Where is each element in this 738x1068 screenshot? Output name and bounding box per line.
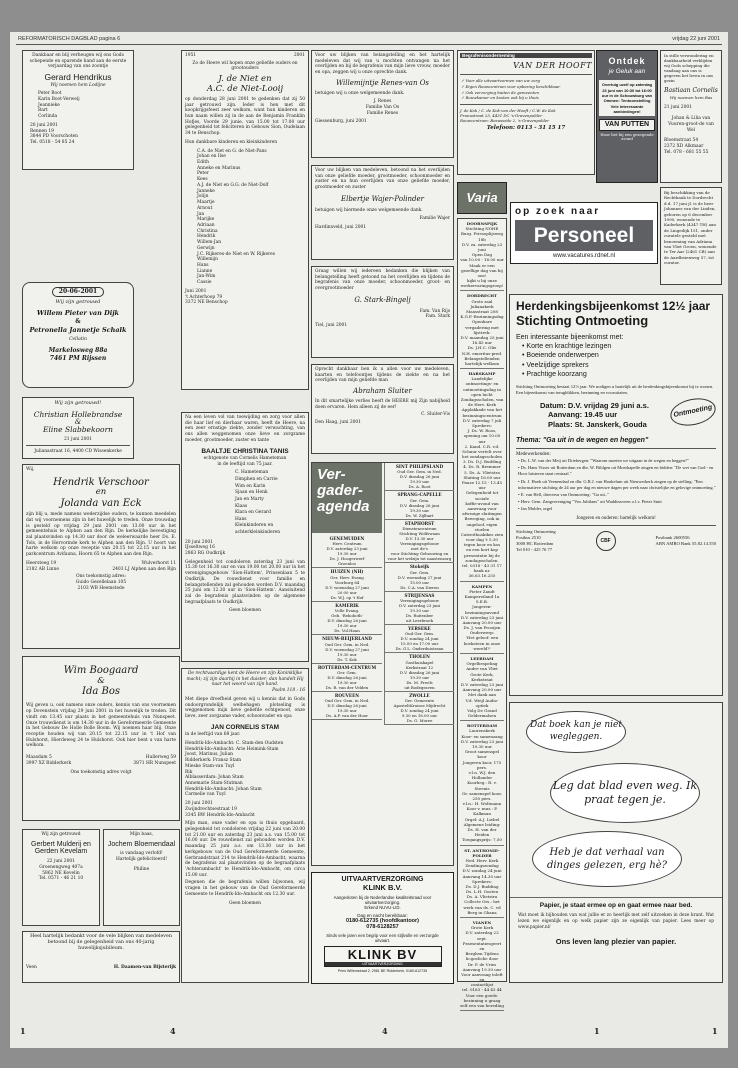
ann-date: 20 juni 2001 IJsseltweg 16 2863 RG Oudkrijk xyxy=(185,539,226,556)
agenda-entry-body: Oud Ger. Gem. D.V. zondag 24 juni 15.00 en 17.00 uur Ds. G.L. Onderduistraan xyxy=(395,631,444,652)
anniversary-announcement-deniet xyxy=(181,50,309,390)
thanks-announcement-renes xyxy=(311,50,454,158)
ad-bullet: • Korte en krachtige lezingen xyxy=(522,342,612,350)
agenda-entry-body: Gasthuiskapel Kerkstraat 12 D.V. dinsdag 26 juni 19.30 uur Ds. M. Preels uit Bodegraven xyxy=(399,659,440,690)
ad-banner: Begrafenisonderneming xyxy=(460,53,592,58)
thanks-announcement-sluiter xyxy=(311,364,454,454)
ad-start-line: Aanvang: 19.45 uur xyxy=(548,410,618,420)
wedding-announcement-verschoor xyxy=(22,464,180,649)
address-left: Heersteeg 19 2182 AB Linne xyxy=(26,560,59,572)
speaker-item: • Dr. J. Hoek uit Veenendaal en dhr. G.R.J. van Houkelum uit Nieuwerkerk zingen op de stelling: "Een informatieve stichting de 24 uur per dag en nieuwe dagen per week naar christelijke en gelovige ontmoeting." xyxy=(518,478,716,490)
varia-entry-title: LEERDAM xyxy=(470,656,494,661)
ann-address: Groenengweg 407a 5862 NE Kevelin Tel. 0571 - 46 21 10 xyxy=(38,864,84,882)
varia-entry-body: Ned. Herv. Kerk Zendingszondag D.V. zondag 24 juni Aanvang 14.30 uur Sprekers: Ds. D.J. Budding Ds. L.H. Oosten Ds. A. Vlietstra Collecte Ors.: het werk van ds. C. vd Berg in Ghana xyxy=(462,857,502,915)
ad-title-1: UITVAARTVERZORGING xyxy=(341,876,424,883)
agenda-entry xyxy=(312,568,382,601)
ad-paragraph: Stichting Ontmoeting bestaat 12½ jaar. We nodigen u hartelijk uit de herdenkingsbijeenkomst bij te wonen. Een bijeenkomst van terugblikken, bezinning en vooruitzien. xyxy=(516,383,714,395)
ad-text: Aangesloten bij de Nederlandse kwaliteitsraad voor uitvaartverzorging. Erkend NUVU-LID. xyxy=(333,895,432,910)
speaker-item: • Ds. L.W. van der Meij uit Driebergen: "Waarom moeten we uitgaan in de wegen en heggen?" xyxy=(518,458,689,464)
agenda-entry-body: Oud Ger. Gem. in Ned. D.V. woensdag 27 juni 19.30 uur Ds. T. Kok xyxy=(324,641,370,662)
thanks-announcement-polinder xyxy=(311,165,454,260)
agenda-title-1: Ver- xyxy=(317,466,346,483)
newspaper-page xyxy=(10,32,728,1048)
city: 7461 PM Rijssen xyxy=(49,354,107,362)
obituary-stam xyxy=(181,668,309,983)
ann-address: Julianastraat 16, 4400 CD Wissenkerke xyxy=(34,449,122,455)
agenda-left-column xyxy=(312,535,382,720)
wedding-announcement-vandijk xyxy=(22,282,134,388)
ad-intro: Een interessante bijeenkomst met: xyxy=(516,333,624,341)
varia-entry-title: HARSKAMP xyxy=(468,371,496,377)
ann-date: 20 juni 2001 xyxy=(30,122,58,128)
ann-footer: Geen bloemen xyxy=(229,608,261,614)
contact-right: Postbank 2600556 ABN AMRO Bank 55.82.14.550 xyxy=(655,535,716,547)
ad-brand: VAN DER HOOFT xyxy=(513,61,592,70)
ann-text: Na een leven vol van toewijding en zorg voor allen die haar lief en dierbaar waren, heeft de Heere, na een zeer ernstige ziekte, zonder verwachting, van ons allen weggenomen onze lieve en zorgzame moeder, grootmoeder, zuster en tante xyxy=(185,415,305,443)
cbf-seal xyxy=(596,531,616,551)
ad-bullets xyxy=(516,342,716,380)
court-notice xyxy=(660,187,722,285)
speech-bubble-2 xyxy=(550,763,700,823)
varia-entry xyxy=(460,293,504,369)
deceased-name: G. Stark-Bingelj xyxy=(354,295,411,304)
agenda-entry-title: ZWOLLE xyxy=(409,692,430,698)
groom-name: Christian Hollebrandse xyxy=(33,409,123,419)
ann-text3: Degenen die de begrafenis willen bijwonen, wij vragen in het gebouw van de Oud Gereformeerde Gemeente te Hendrik-Ido-Ambacht om 12.30 uur. xyxy=(185,880,305,897)
ad-top-text: op zoek naar xyxy=(515,206,601,217)
bride-name: Ida Bos xyxy=(82,685,120,697)
agenda-entry-title: ROTTERDAM-CENTRUM xyxy=(317,664,377,670)
couple-name: Gerbert Mulderij en Gerden Kevelam xyxy=(31,840,91,856)
ad-text: Wat moet ik bijhouden van wat jullie er zo heerlijk met zelf uitzoeken in deze krant. Wat lezen we eigenlijk en op welk papier zijn ze eigenlijk van papier. Lees meer op www.papier.nl/ xyxy=(518,913,714,930)
notice-text: Bij beschikking van de Rechtbank te Dordrecht d.d. 17 juni jl. is de heer Johannes van der Linden, geboren op 6 december 1990, wonende te Kaderkerk (4347 TH) aan de Lingedijk 151, onder curatele gesteld met benoeming van Adriana van Vliet Groen, wonende te Ter Aar (2461 CB) aan de Aardbeienweg 57, tot curator. xyxy=(664,190,717,266)
en-word: en xyxy=(95,487,107,498)
ad-bullets xyxy=(460,78,592,101)
varia-entry-body: Stichting NOHE Burg. Friesoplijsweg 18b D.V. za. zaterdag 23 juni Open Dag van 10.00 - 16.00 uur Maak er een gezellige dag van bij ons! kijkt u bij onze werkervaringsgroep! xyxy=(460,226,504,289)
ann-text: Wij geven u, ook namens onze ouders, kennis van ons voornemen op Dovenstein vrijdag 29 juni 2001 in het huwelijk te treden. Dit vindt om 13.45 uur plaats in het gemeentehuis van Nunspeet. Onze trouwdienst is om 14.30 uur in de Gereformeerde Gemeente in het Gebouw De Holle Bolle Boom. Wij noemen haar blij. Onze receptie houden wij van 20.15 tot 22.15 uur in 't Hof van Hulshorst, Hierdeweg 24 te Hulshorst. Ook hier bent u van harte welkom. xyxy=(26,703,176,749)
varia-entry-title: KAMPEN xyxy=(471,583,493,589)
thanks-announcement-daamen xyxy=(22,931,180,983)
agenda-entry-body: Dienstencentrum Stichting Wolfswaan D.V. 13.30 uur Verenigingsgebouw met de's voor Stichting Gebouwing en voor het welzijn tot naastenzorg xyxy=(387,526,452,562)
ann-sub: betuigen wij u onze welgemeende dank. xyxy=(315,90,405,96)
future-address: Ons toekomstig adres volgt xyxy=(70,769,132,775)
parents: Peter Boot Karin Boot-Verweij Jeannieke Bart Corlinda xyxy=(38,91,80,120)
ad-phone-2: 078-6128257 xyxy=(366,924,399,930)
parents: Johan & Lilia van Vuuren-groot-de van Wel xyxy=(668,116,714,133)
agenda-entry-body: Ger. Herv. Evang Voorburg 64 D.V. woensdag 27 juni 20.00 uur Ds. W.J. op 't Hof xyxy=(325,574,369,600)
ad-tagline: Hoor het bij een gezegende avond xyxy=(600,131,654,142)
agenda-entry-title: SPRANG-CAPELLE xyxy=(397,492,442,498)
ampersand: & xyxy=(97,675,105,686)
ann-text: Heel hartelijk bedankt voor de vele blijken van medeleven betoond bij de gelegenheid van ons 40-jarig huwelijksjubileum. xyxy=(30,934,172,952)
papier-ad xyxy=(509,702,723,983)
deceased-name: Abraham Sluiter xyxy=(353,387,412,396)
ann-signature: Fam. Van Rijs Fam. Stark xyxy=(419,308,450,320)
ad-body: Overtuig uzelf op zaterdag 23 juni van 10:30 tot 16:00 uur in de Schouwburg van Ommen: Tentoonstelling Vele Interessante aanbiedingen! xyxy=(599,80,655,116)
agenda-entry-body: Oud Ger. Gem. in Ned. D.V. dinsdag 26 juni 19.30 uur Ds. A. Root xyxy=(397,469,442,490)
ann-signature: H. Daamen-van Bijsterijk xyxy=(113,964,176,970)
ad-headline-1: Ontdek xyxy=(608,56,646,66)
ann-footer: Juni 2001 't Achterhoop 79 3372 NE Benschop xyxy=(185,288,228,306)
ann-date: 21 juni 2001 xyxy=(64,436,92,442)
varia-entry xyxy=(460,723,504,845)
ann-place: Veen xyxy=(26,964,37,970)
meeting-agenda xyxy=(311,462,454,866)
groom-name: Hendrik Verschoor xyxy=(53,476,149,488)
ann-text: Dankbaar en blij verheugen wij ons Gods schepende en sparende hand aan de eerste verjaardag van ons zoontje xyxy=(29,53,127,70)
address-right: Wulverhorst 11 2403 LJ Alphen aan den Rijn xyxy=(112,560,176,572)
ann-intro: Wij zijn getrouwd xyxy=(55,298,101,305)
verse-ref: Psalm 118 : 16 xyxy=(272,688,305,694)
deceased-name: JAN CORNELIS STAM xyxy=(210,723,280,731)
varia-entry-body: Pieter Zandt Kampereiland 1a S.E.B. Jongeren- bezinningsavond D.V. zaterdag 23 juni Aanvang 20.00 uur Ds. J. van Prooijen Onderwerp: 'Het geloof: een hoeksteen in onze wereld?' xyxy=(460,588,504,651)
ad-bullet: ✓ Voor alle uitvaartvormen van uw zorg xyxy=(461,78,540,84)
ann-sub: Cellatin xyxy=(69,336,87,342)
family-list: C.A. de Niet en G. de Niet-Pans Johan en Ilse Edith Anneke en Marinus Peter Kees A.J. de Niet en G.G. de Niet-Dolf Janneke Jolijn Maartje Arnout Jan Marijke Adriaan Christina Hendrik Willem-Jan Gerwijn J.C. Rijkeres-de Niet en W. Rijkeres Willemijn Hans Lianne Jan-Wim Cassie xyxy=(197,148,276,286)
birth-announcement-bastiaan xyxy=(660,50,722,183)
ampersand: & xyxy=(74,417,82,426)
agenda-entry-title: ROUVEEN xyxy=(334,692,360,698)
ann-place: Hardinxveld, juni 2001 xyxy=(315,225,367,230)
agenda-entry xyxy=(385,491,454,519)
thanks-announcement-stark xyxy=(311,266,454,358)
ad-speakers-head: Medewerkenden: xyxy=(516,451,551,457)
ann-date: 22 juni 2001 xyxy=(47,859,75,865)
ann-place: Giessenburg, juni 2001 xyxy=(315,119,367,125)
varia-entry-title: ROTTERDAM xyxy=(467,723,497,729)
ad-headline: Papier, je staat ermee op en gaat ermee naar bed. xyxy=(539,902,693,909)
ann-date: 20 juni 2001 Zwijndrechtsestraat 19 3345 BW Hendrik-Ido-Ambacht xyxy=(185,801,255,818)
footer-mark: 4 xyxy=(170,1026,176,1036)
logo-text: Ontmoeting xyxy=(673,403,713,419)
groom-name: Willem Pieter van Dijk xyxy=(36,309,120,318)
ad-bullet: • Veelzijdige sprekers xyxy=(522,361,589,369)
klink-funeral-ad xyxy=(311,872,454,984)
agenda-entry xyxy=(312,635,382,663)
ann-text: Voor uw blijken van medeleven, betoond na het overlijden van onze geliefde moeder, grootmoeder, schoonmoeder en zuster en na hun overlijden van onze geliefde moeder, grootmoeder en zuster xyxy=(315,168,450,191)
varia-entry xyxy=(460,371,504,582)
ad-foot: Jongeren en ouderen: hartelijk welkom! xyxy=(576,515,656,521)
agenda-entry-title: YERSEKE xyxy=(408,625,431,631)
ann-intro: Wij, xyxy=(26,467,35,472)
deceased-name: BAALTJE CHRISTINA TANIS xyxy=(201,447,289,455)
ann-age: in de leeftijd van 68 jaar. xyxy=(185,732,241,738)
ann-place: Tiel, juni 2001 xyxy=(315,323,348,328)
agenda-entry-body: Ger. Gem. D.V. dinsdag 26 juni 19.30 uur Ds. W. Zijlbart xyxy=(399,497,440,518)
groom-name: Wim Boogaard xyxy=(63,665,139,676)
ad-text2: Sinds vele jaren een begrip voor een stijlvolle en verzorgde uitvaart. xyxy=(326,933,439,943)
ann-text: op donderdag 28 juni 2001 te gedenken dat zij 50 jaar getrouwd zijn. Ieder is hen met dit koopkrijgsfeest zeer welkom, want hun kinderen en hun naam willen zij in de aan de Benjamin Franklin Hofjes, Voorde 29 junie, van 15.00 tot 17.00 uur gelegenheid tot feliciteren in Gebouw Sion, Oudelaan 34 te Benschop. xyxy=(185,96,305,137)
child-name: Bastiaan Cornelis xyxy=(664,87,718,95)
ann-intro: Mijn baas, xyxy=(129,832,154,837)
ann-signature: J. Renes Familie Van Os Familie Renes xyxy=(365,99,400,116)
footer-mark: 1 xyxy=(712,1026,718,1036)
birth-announcement-gerard xyxy=(22,50,134,170)
bubble-text-3: Heb je dat verhaal van dinges gelezen, erg hè? xyxy=(546,847,668,871)
agenda-entry-title: STAPHORST xyxy=(404,520,435,526)
child-name: Gerard Hendrikus xyxy=(44,72,112,83)
varia-entry xyxy=(460,920,504,1011)
agenda-entry-title: HUIZEN (NH) xyxy=(330,569,364,575)
ad-bullet: ✓ Ook verzorging buiten de gemeenten xyxy=(461,89,540,95)
family-intro: Hun dankbare kinderen en kleinkinderen xyxy=(185,139,278,145)
speaker-item: • Ds. Hans Visser uit Rotterdam en dhr. W. Bildgen uit Moerkapelle zingen en bidden: "De wet van God - en Hoor luisteren staat centraal." xyxy=(518,465,714,477)
ad-address-2: Prunustraat 25, 4431 DC 's-Gravenpolder xyxy=(460,113,543,119)
ann-text: Graag willen wij iedereen bedanken die blijken van belangstelling heeft getoond na het overlijden en tijdens de begrafenis van onze moeder, schoonmoeder, groot- en overgrootmoeder xyxy=(315,269,450,292)
ann-date: 21 juni 2001 xyxy=(664,105,692,111)
speaker-item: • Herv. Gem. Zangvereniging "Vox Jubilans" uit Waddinxveen o.l.v. Pieter Smit xyxy=(518,498,662,504)
ann-intro: Wij zijn getrouwd! xyxy=(54,400,102,406)
ann-sub: Wij noemen hem Bas xyxy=(669,95,713,101)
husband-name: J. de Niet en xyxy=(218,74,272,85)
address-left: Maasdam 5 3997 XZ Ridderkerk xyxy=(26,755,72,766)
ad-main-text: Personeel xyxy=(533,224,635,247)
agenda-entry xyxy=(385,463,454,491)
ad-date-line: Datum: D.V. vrijdag 29 juni a.s. xyxy=(540,400,649,410)
varia-entry-body: Landelijke ontmoetings- en ontmoetingsdag in open lucht Zondagsscholen, van de Herv. Kerk Applakkade van het bezinningscentrum D.V. zaterdag 7 juli Sprekers: J. Ds. W. Roos, opening om 10.00 uur 2. Kand. C.R. v.d. Schuur vertelt over het zondagsscholen 3. Ds. D.J. Budding 4. Ds. R. Bremmer 5. Ds. A. Vlietstra Sluiting 16.00 uur Pauze 12.15 - 13.45 uur Gelegenheid tot sociale koffie-avond van aanvraag voor afwezige sluitingen Beweging, ook in ongeloof, eigen stoelen Cateeithoakikes zien voor dag 't 5.30 tegen koor en kos en een kort kop presentatie bij de zondagsscholen. tel. 0318 - 43 31 17 bank nr. 36.63.16.255 xyxy=(460,376,504,579)
speech-bubble-3 xyxy=(532,831,682,887)
contact-left: Stichting Ontmoeting Postbus 2510 3000 HC Rotterdam Tel 010 - 425 76 77 xyxy=(516,529,556,553)
bride-name: Jolanda van Eck xyxy=(60,497,142,509)
page-header-right: vrijdag 22 juni 2001 xyxy=(672,36,720,42)
speech-bubble-1 xyxy=(526,711,626,753)
person-name: Jochem Bloemendaal xyxy=(107,840,176,848)
ad-headline-2: je Geluk aan xyxy=(608,67,646,75)
ad-bullet: ✓ Eigen Rouwcentrum voor opbaring beschikbaar xyxy=(461,84,561,90)
ad-slogan: Ons leven lang plezier van papier. xyxy=(555,937,677,947)
ad-address-1: J. de Kok / C. de Kok-van der Hooft / C.W. de Kok xyxy=(460,108,556,114)
varia-entry xyxy=(460,584,504,654)
varia-entry-body: Grote Kerk D.V. zaterdag 23 sept. Praesentatiesgeert en Berghen Tijdens licgoeliche door Dr. P. de Vries Aanvang 19.30 uur Voor aanvraag toleft en contactlijst tel. 0183 - 44 43 44 Voor een goeds- bezinning u graag zelf een van bereding xyxy=(460,925,504,1008)
ann-verse: De rechtvaardige kent de Heere en zijn Koninklijke macht; zij zijn daarbij in het duister; dan handelt Hij naar het woord van zijn hand. xyxy=(186,671,304,688)
ann-intro: In stille verwondering en dankbaarheid verblijden wij Gods schepping die vandaag aan ons is gegeven het leven in ons gezin xyxy=(664,53,714,84)
varia-title-block xyxy=(457,182,507,214)
agenda-entry-body: Ger. Gem. D.V. dinsdag 26 juni 19.30 uur Ds. R. van der Velden xyxy=(325,669,369,690)
agenda-entry-title: THOLEN xyxy=(409,654,430,660)
ann-text: Voor uw blijken van belangstelling en het hartelijk medeleven dat wij van u mochten ontvangen na het overlijden en bij de begrafenis van mijn lieve vrouw, moeder en opa, zeggen wij u onze oprechte dank. xyxy=(315,53,450,76)
bubble-text-2: Leg dat blad even weg. Ik praat tegen je. xyxy=(552,778,698,806)
header-rule xyxy=(16,44,722,45)
ad-phone: Telefoon: 0113 - 31 15 17 xyxy=(486,125,566,132)
varia-entry-body: Grote zaal Julianakerk Maasstraat 208 K.G.F.-Bezinningsdag Openbare vergadering met lijsttrek: D.V. maandag 25 juni 16.45 uur Ds. J.H.C. Olie N.H. emeritus-pred. Belangstellenden hartelijk welkom xyxy=(460,298,504,366)
ad-address-3: Rouwcentrum: Bosweeide 2, 's-Gravenpolder xyxy=(460,118,550,124)
congrats-announcement-jochem xyxy=(103,829,180,926)
agenda-entry-body: Oud Ger. Gem. in Ned. D.V. dinsdag 26 juni 19.30 uur Ds. A.P. van der Hoor xyxy=(324,698,370,719)
speaker-item: • E. van Hell, directeur van Ontmoeting: "Ga uit.." xyxy=(518,491,609,497)
agenda-entry-title: KAMERIK xyxy=(335,602,359,608)
deceased-name: Elbertje Wajer-Polinder xyxy=(340,194,425,203)
ann-text: Oprecht dankbaar ben ik u allen voor uw medeleven, kaarten en telefoontjes tijdens de ziekte en na het overlijden van mijn geliefde man xyxy=(315,367,450,384)
ann-text: is vandaag verlofd! Hartelijk gefeliciteerd! xyxy=(115,851,168,863)
ann-text2: Mijn man, onze vader en opa is thuis opgebaard, gelegenheid tot condoleren vrijdag 22 juni van 20.00 tot 21.00 uur en zaterdag 23 juni a.s. van 15.00 tot 16.00 uur. De rouwdienst zal gehouden worden D.V. maandag 25 juni a.s. om 13.30 uur in het kerkgebouw van de Oud Gereformeerde Gemeente, Gerbrandstraat 214 te Hendrik-Ido-Ambacht, waarna de begrafenis zal plaatsvinden op de begraafplaats 'Achterambacht' te Hendrik-Ido-Ambacht, om circa 15.00 uur. xyxy=(185,821,305,878)
varia-entry-body: Laurenskerk Koor- en samenzang D.V. zaterdag 23 juni 19.30 uur Groot samenspel koor Jongeren koor, 175 pers. v.l.n. W.J. den Hollander Koorbeg.: R. v. Steenis Gr. samenspel koor, 250 pers. v.l.n.: H. Woltmann Koor v. muz.: P. Kalkman Orgel: A.J. Liebel Algemene leiding: Ds. H. van der Heiden Toegangsprijs: 7,50 xyxy=(460,728,504,843)
ampersand: & xyxy=(75,317,81,325)
agenda-entry-title: GENEMUIDEN xyxy=(329,536,365,541)
personeel-ad xyxy=(510,202,658,264)
agenda-entry xyxy=(312,664,382,692)
deceased-name: Willemijntje Renes-van Os xyxy=(335,78,430,87)
agenda-entry xyxy=(385,692,454,725)
varia-entry-title: VIANEN xyxy=(472,920,492,925)
footer-mark: 4 xyxy=(382,1026,388,1036)
agenda-entry xyxy=(385,520,454,563)
varia-entries xyxy=(457,218,507,1008)
ann-sub: betuigen wij hiermede onze welgemeende dank. xyxy=(315,207,423,213)
agenda-entry xyxy=(385,653,454,691)
ann-footer: Geen bloemen xyxy=(229,900,261,906)
ann-address: Bloemstraat 54 2372 XD Alkmaar Tel. 078 - 681 55 55 xyxy=(664,138,709,155)
wedding-announcement-boogaard xyxy=(22,656,180,821)
agenda-entry xyxy=(385,625,454,653)
agenda-entry xyxy=(312,602,382,635)
ann-text2: In dit smartelijke verlies heeft de HEERE mij Zijn nabijheid doen ervaren. Hem alleen zij de eer! xyxy=(315,398,450,410)
ad-heading-1: Herdenkingsbijeenkomst 12½ jaar xyxy=(516,299,711,313)
agenda-entry xyxy=(385,592,454,625)
funeral-ad-vanderhooft xyxy=(457,50,595,175)
bubble-text-1: Dat boek kan je niet wegleggen. xyxy=(530,720,622,742)
agenda-entry xyxy=(312,692,382,720)
ad-brand: VAN PUTTEN xyxy=(599,119,655,130)
agenda-entry-body: Verenigingsgebouw D.V. zaterdag 23 juni 19.30 uur Ds. Ruitenber uit Leerbroek xyxy=(398,597,441,623)
footer-mark: 1 xyxy=(594,1026,600,1036)
future-address: Ons toekomstig adres: Guido Gezellelaan 105 2103 WB Heemstede xyxy=(75,574,127,591)
ad-speakers xyxy=(516,458,716,512)
varia-entry xyxy=(460,848,504,918)
ann-text: Met diepe droefheid geven wij u kennis dat in Gods ondoorgrondelijk welbehagen plotseling is weggenomen mijn lieve geliefde echtgenoot, onze lieve, zeer zorgzame vader, schoonvader en opa xyxy=(185,696,305,720)
ann-sub: Wij noemen hem Lodijne xyxy=(50,82,106,88)
year-right: 2001 xyxy=(293,53,305,58)
agenda-entry-title: STRIJENSAS xyxy=(404,592,435,598)
logo-sub: UITVAARTVERZORGING xyxy=(325,962,441,966)
date-badge: 20-06-2001 xyxy=(52,287,104,297)
ann-signature: Philine xyxy=(133,866,150,872)
ad-phone-1: 0180-612735 (hoofdkantoor) xyxy=(345,918,420,924)
vanputten-ad xyxy=(596,50,658,183)
ann-place: Den Haag, juni 2001 xyxy=(315,420,361,425)
ann-address: Rennen 19 3844 PD Voorschoten Tel. 0518 - 54 85 24 xyxy=(30,128,78,145)
ann-age: in de leeftijd van 75 jaar. xyxy=(217,461,273,467)
family-list: C. Hameteman Dimphen en Carrie Wim en Karin Sjaan en Henk Jan en Marty Klaas Klara en Gerard Hans Kleinkinderen en achterkleinkinderen xyxy=(235,470,281,535)
ad-place-line: Plaats: St. Janskerk, Gouda xyxy=(548,420,647,430)
ann-signature: Familie Wajer xyxy=(419,216,450,222)
agenda-entry-body: Herv. Centrum D.V. zaterdag 23 juni 19.30 uur Ds. J. Hoogerwerf Groenloo xyxy=(326,541,368,567)
varia-entry-title: ST. ANTHONIE-POLDER xyxy=(464,847,500,858)
varia-entry xyxy=(460,221,504,291)
footer-mark: 1 xyxy=(20,1026,26,1036)
ad-phone-intro: Dag en nacht bereikbaar: xyxy=(357,913,408,918)
klink-logo xyxy=(324,946,442,967)
varia-entry-body: Orgelbespeling Andre van Vliet Grote Kerk, Kerkstraat D.V. zaterdag 23 juni Aanvang 20.00 uur Met dank aan V.d. Weijl Audio-optiek Volg De Grand Geldermalsen xyxy=(460,661,504,719)
speaker-item: • Jan Mulder, orgel xyxy=(518,505,553,511)
address-right: Hullerweg 59 3871 HR Nunspeet xyxy=(133,755,176,766)
agenda-entry-body: Ger. Gemeente AposteltKruisse Mijdrecht D.V. zondag 24 juni 9.30 en 18.00 uur Ds. G. Moree xyxy=(393,698,446,723)
varia-title: Varia xyxy=(466,189,498,205)
agenda-title-2: gader- xyxy=(317,481,363,499)
wife-name: A.C. de Niet-Looij xyxy=(206,83,284,94)
ann-intro: Wij zijn getrouwd xyxy=(41,832,81,837)
cbf-text: CBF xyxy=(600,538,611,545)
ann-text2: Gelegenheid tot condoleren zaterdag 23 juni van 15.30 tot 16.30 uur en van 19.00 tot 20.00 uur in het verenigingsgebouw 'Sion-Hattem', Prinsenlaan 5 te Oudkrijk. De rouwdienst voor familie en belangstellenden zal gehouden worden D.V. maandag 25 juni om 12.30 uur in 'Sion-Hattem'. Aansluitend zal de begrafenis plaatsvinden op de algemene begraafplaats te Oudkrijk. xyxy=(185,559,305,605)
ad-theme: Thema: "Ga uit in de wegen en heggen" xyxy=(516,436,649,444)
family-list: Hendrik-Ido-Ambacht: C. Stam-den Oudsten Hendrik-Ido-Ambacht: Arie Heimink-Stam Joost, Marinus, Julian Ridderkerk: Fransz Stam Mieske Stam-van Tuyl Rik Alblasserdam: Johan Stam Annemarie Stam-Stutman Hendrik-Ido-Ambacht: Johan Stam Carmelie van Tuyl xyxy=(185,740,284,798)
ad-heading-2: Stichting Ontmoeting xyxy=(516,312,649,328)
ad-bullet: • Prachtige koorzang xyxy=(522,371,587,379)
ann-text: zijn blij u, mede namens wederzijdse ouders, te kunnen meedelen dat wij voornemens zijn in het huwelijk te treden. Onze trouwdag is gesteld op vrijdag 29 juni 2001 om 13.00 uur in het gemeentehuis te Alphen aan den Rijn. De kerkelijke bevestiging zal plaatsvinden op 14.30 uur door de weleerwaarde heer Ds. E. Tols, in de Hervormde kerk te Alphen aan den Rijn. U hoort van harte welkom op onze receptie van 20.15 tot 22.15 uur in het parkcentrum Avifauna, Hoorn 65 te Alphen aan den Rijn. xyxy=(26,512,176,558)
agenda-entry xyxy=(312,535,382,568)
ann-sub: echtgenote van Cornelis Hameteman xyxy=(203,456,287,462)
agenda-entry-title: NIEUW-BEIJERLAND xyxy=(322,636,372,642)
agenda-entry xyxy=(385,563,454,591)
varia-entry-title: DORDRECHT xyxy=(466,293,498,299)
agenda-entry-title: SINT PHILIPSLAND xyxy=(395,464,444,469)
ann-signature: C. Sluiter-Vis xyxy=(420,412,450,418)
street: Markelosweg 88a xyxy=(48,346,108,354)
ad-title-2: KLINK B.V. xyxy=(363,883,402,892)
agenda-title-block xyxy=(312,463,382,533)
ad-url: www.vacatures.rdnet.nl xyxy=(552,253,616,260)
obituary-tanis xyxy=(181,412,309,662)
agenda-entry-body: Volle Evang. Geb. 'Rehoboth' D.V. dinsdag 26 juni 19.30 uur Ds. Vol.Haan xyxy=(327,608,367,634)
ad-bullet: • Boeiende onderwerpen xyxy=(522,352,599,360)
agenda-entry-title: Stokeijk xyxy=(409,564,430,570)
wedding-announcement-mulderij xyxy=(22,829,100,926)
page-header-left: REFORMATORISCH DAGBLAD pagina 6 xyxy=(18,36,121,42)
ontmoeting-ad xyxy=(509,294,723,696)
agenda-right-column xyxy=(384,463,454,725)
bride-name: Eline Slabbekoorn xyxy=(43,425,113,435)
ad-address: Prins Willemstraat 2, 2981 BE Ridderkerk, 0180-612735 xyxy=(337,969,428,973)
varia-entry xyxy=(460,656,504,721)
ad-bullet: ✓ Rouwkamer en kosten ook bij u thuis xyxy=(461,95,539,101)
wedding-announcement-hollebrandse xyxy=(22,397,134,459)
year-left: 1951 xyxy=(185,53,197,58)
bride-name: Petronella Jannetje Schalk xyxy=(29,325,127,334)
varia-entry-title: DOORNSPIJK xyxy=(466,221,498,226)
agenda-entry-body: Ger. Gem. D.V. woensdag 27 juni 15.00 uur Ds. C.A. van Dieren xyxy=(397,569,442,590)
logo-text: KLINK BV xyxy=(347,947,418,962)
ann-verse: Zo de Heere wil hopen onze geliefde ouders en grootouders xyxy=(192,60,298,72)
agenda-title-3: agenda xyxy=(317,497,370,515)
